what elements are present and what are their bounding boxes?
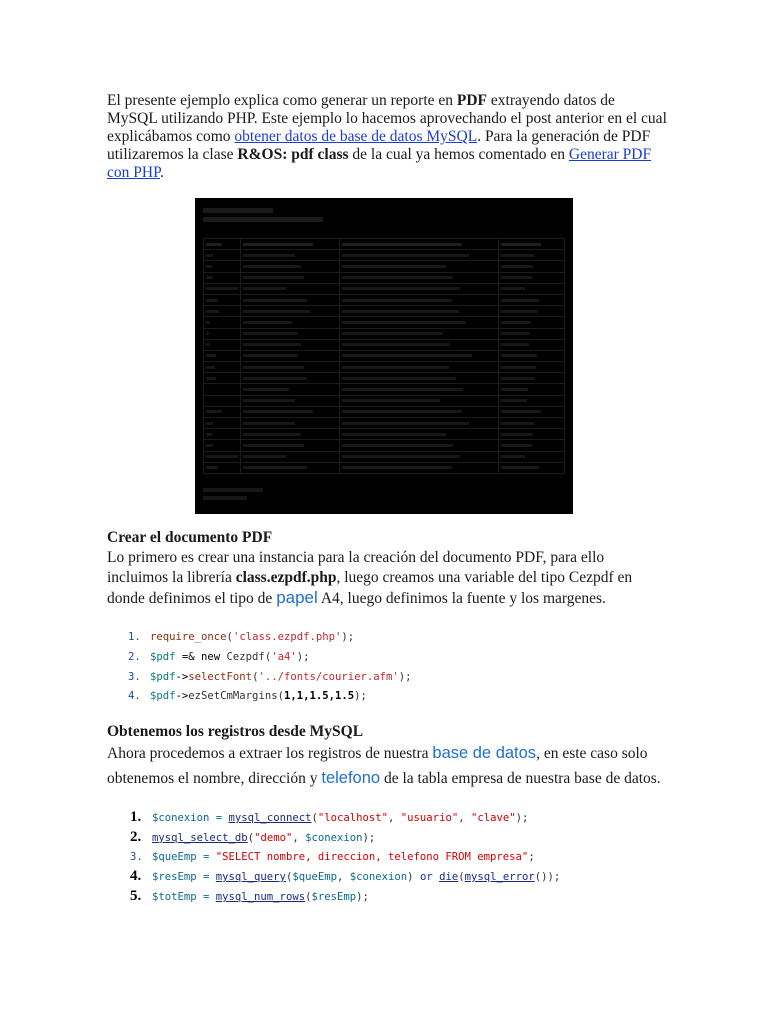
screenshot-cell-bar bbox=[243, 343, 301, 346]
screenshot-cell-bar bbox=[243, 354, 298, 357]
screenshot-cell-texture bbox=[340, 462, 499, 473]
screenshot-cell-bar bbox=[243, 243, 313, 246]
s1-bold-classfile: class.ezpdf.php bbox=[235, 569, 337, 586]
screenshot-cell-texture bbox=[241, 462, 340, 473]
link-generar-pdf[interactable]: Generar PDF con PHP bbox=[107, 146, 652, 181]
screenshot-cell-bar bbox=[206, 321, 210, 324]
fn-mysql-num-rows[interactable]: mysql_num_rows bbox=[215, 891, 306, 904]
screenshot-cell-texture bbox=[340, 317, 499, 328]
screenshot-cell-bar bbox=[243, 399, 295, 402]
screenshot-row-texture bbox=[204, 339, 565, 350]
screenshot-cell-bar bbox=[501, 276, 532, 279]
screenshot-cell-texture bbox=[204, 283, 241, 294]
screenshot-row-texture bbox=[204, 418, 565, 429]
screenshot-cell-bar bbox=[501, 433, 533, 436]
screenshot-cell-bar bbox=[243, 287, 286, 290]
screenshot-cell-bar bbox=[342, 444, 453, 447]
screenshot-cell-texture bbox=[499, 451, 565, 462]
screenshot-cell-texture bbox=[340, 272, 499, 283]
section2-paragraph bbox=[107, 741, 667, 791]
screenshot-cell-bar bbox=[243, 422, 295, 425]
screenshot-cell-bar bbox=[206, 332, 209, 335]
link-obtener-datos[interactable]: obtener datos de base de datos MySQL bbox=[234, 128, 478, 145]
screenshot-cell-bar bbox=[243, 377, 307, 380]
screenshot-cell-bar bbox=[501, 332, 530, 335]
screenshot-cell-bar bbox=[342, 354, 472, 357]
screenshot-cell-texture bbox=[241, 373, 340, 384]
screenshot-cell-texture bbox=[340, 406, 499, 417]
screenshot-row-texture bbox=[204, 440, 565, 451]
intro-text-1: El presente ejemplo explica como generar un reporte en bbox=[107, 92, 457, 109]
screenshot-cell-bar bbox=[206, 444, 213, 447]
screenshot-cell-texture bbox=[340, 328, 499, 339]
code2-line-2: 2. mysql_select_db("demo", $conexion); bbox=[130, 828, 376, 845]
intro-bold-ros: R&OS: pdf class bbox=[237, 146, 349, 163]
s1-text-2: , luego creamos una variable del tipo Cezpdf en donde definimos el tipo de bbox=[107, 569, 633, 607]
s2-text-1: Ahora procedemos a extraer los registros de nuestra bbox=[107, 745, 433, 762]
code-block-1 bbox=[128, 628, 412, 707]
screenshot-cell-bar bbox=[206, 455, 238, 458]
screenshot-cell-texture bbox=[340, 418, 499, 429]
screenshot-cell-texture bbox=[499, 350, 565, 361]
screenshot-cell-bar bbox=[243, 265, 301, 268]
screenshot-cell-bar bbox=[342, 466, 452, 469]
screenshot-cell-bar bbox=[501, 466, 539, 469]
screenshot-cell-texture bbox=[499, 406, 565, 417]
screenshot-cell-texture bbox=[204, 272, 241, 283]
screenshot-cell-bar bbox=[501, 310, 538, 313]
screenshot-cell-texture bbox=[241, 395, 340, 406]
screenshot-cell-texture bbox=[340, 294, 499, 305]
screenshot-row-texture bbox=[204, 350, 565, 361]
screenshot-cell-bar bbox=[342, 254, 469, 257]
screenshot-cell-texture bbox=[241, 306, 340, 317]
screenshot-cell-bar bbox=[501, 455, 525, 458]
screenshot-cell-texture bbox=[340, 384, 499, 395]
screenshot-cell-bar bbox=[501, 410, 541, 413]
fn-mysql-error[interactable]: mysql_error bbox=[464, 871, 535, 884]
screenshot-cell-texture bbox=[204, 395, 241, 406]
screenshot-cell-texture bbox=[499, 328, 565, 339]
screenshot-cell-texture bbox=[204, 451, 241, 462]
intro-text-5: . bbox=[159, 164, 164, 181]
screenshot-cell-bar bbox=[206, 354, 216, 357]
screenshot-cell-bar bbox=[206, 366, 215, 369]
screenshot-row-texture bbox=[204, 373, 565, 384]
screenshot-cell-bar bbox=[342, 343, 450, 346]
screenshot-cell-texture bbox=[204, 328, 241, 339]
screenshot-row-texture bbox=[204, 362, 565, 373]
code2-line-1: 1. $conexion = mysql_connect("localhost", "usuario", "clave"); bbox=[130, 809, 529, 825]
screenshot-cell-texture bbox=[204, 462, 241, 473]
screenshot-row-texture bbox=[204, 272, 565, 283]
fn-mysql-select-db[interactable]: mysql_select_db bbox=[152, 831, 248, 844]
screenshot-cell-texture bbox=[241, 239, 340, 250]
screenshot-cell-texture bbox=[340, 350, 499, 361]
screenshot-cell-bar bbox=[243, 321, 292, 324]
screenshot-cell-texture bbox=[340, 429, 499, 440]
screenshot-cell-texture bbox=[340, 283, 499, 294]
screenshot-cell-texture bbox=[204, 384, 241, 395]
keyword-papel[interactable]: papel bbox=[276, 588, 318, 607]
screenshot-cell-texture bbox=[499, 429, 565, 440]
screenshot-cell-texture bbox=[499, 317, 565, 328]
screenshot-cell-texture bbox=[204, 418, 241, 429]
screenshot-cell-bar bbox=[206, 410, 222, 413]
screenshot-cell-texture bbox=[241, 261, 340, 272]
screenshot-cell-texture bbox=[499, 261, 565, 272]
fn-mysql-query[interactable]: mysql_query bbox=[215, 871, 286, 884]
screenshot-cell-bar bbox=[206, 422, 213, 425]
code2-line-5: 5. $totEmp = mysql_num_rows($resEmp); bbox=[130, 888, 369, 905]
screenshot-row-texture bbox=[204, 294, 565, 305]
code2-line-4: 4. $resEmp = mysql_query($queEmp, $conexion) or die(mysql_error()); bbox=[130, 868, 561, 885]
screenshot-row-texture bbox=[204, 283, 565, 294]
screenshot-cell-bar bbox=[243, 433, 301, 436]
screenshot-cell-bar bbox=[243, 444, 304, 447]
screenshot-cell-bar bbox=[206, 388, 207, 391]
screenshot-row-texture bbox=[204, 429, 565, 440]
screenshot-row-texture bbox=[204, 462, 565, 473]
screenshot-cell-bar bbox=[206, 377, 216, 380]
screenshot-cell-bar bbox=[206, 276, 213, 279]
s2-text-3: de la tabla empresa de nuestra base de datos. bbox=[380, 770, 661, 787]
screenshot-cell-texture bbox=[204, 350, 241, 361]
screenshot-cell-texture bbox=[340, 261, 499, 272]
screenshot-cell-texture bbox=[204, 429, 241, 440]
screenshot-cell-texture bbox=[499, 395, 565, 406]
screenshot-cell-texture bbox=[204, 406, 241, 417]
screenshot-cell-bar bbox=[501, 399, 527, 402]
screenshot-cell-bar bbox=[501, 343, 529, 346]
screenshot-cell-bar bbox=[206, 243, 222, 246]
intro-text-4: de la cual ya hemos comentado en bbox=[348, 146, 569, 163]
screenshot-cell-texture bbox=[499, 306, 565, 317]
screenshot-cell-bar bbox=[501, 321, 531, 324]
screenshot-cell-bar bbox=[501, 299, 539, 302]
screenshot-cell-texture bbox=[340, 362, 499, 373]
screenshot-cell-bar bbox=[342, 287, 460, 290]
screenshot-cell-bar bbox=[342, 243, 462, 246]
keyword-telefono[interactable]: telefono bbox=[321, 769, 381, 787]
screenshot-cell-texture bbox=[499, 272, 565, 283]
intro-text-3: . Para la generación de PDF utilizaremos la clase bbox=[107, 128, 651, 163]
screenshot-cell-texture bbox=[241, 406, 340, 417]
screenshot-cell-texture bbox=[499, 440, 565, 451]
screenshot-cell-bar bbox=[342, 276, 453, 279]
screenshot-cell-bar bbox=[243, 254, 295, 257]
screenshot-cell-bar bbox=[342, 310, 459, 313]
screenshot-cell-texture bbox=[204, 339, 241, 350]
s1-text-3: A4, luego definimos la fuente y los margenes. bbox=[317, 590, 606, 607]
screenshot-cell-bar bbox=[243, 276, 304, 279]
intro-text-2: extrayendo datos de MySQL utilizando PHP. Este ejemplo lo hacemos aprovechando el post anterior en el cual explicábamos como bbox=[107, 92, 667, 145]
screenshot-cell-texture bbox=[499, 362, 565, 373]
screenshot-cell-texture bbox=[340, 395, 499, 406]
screenshot-cell-texture bbox=[499, 373, 565, 384]
screenshot-cell-bar bbox=[206, 265, 212, 268]
screenshot-cell-texture bbox=[241, 362, 340, 373]
section1-paragraph bbox=[107, 548, 667, 609]
screenshot-cell-texture bbox=[340, 339, 499, 350]
screenshot-cell-bar bbox=[243, 366, 304, 369]
screenshot-row-texture bbox=[204, 250, 565, 261]
screenshot-cell-texture bbox=[241, 283, 340, 294]
screenshot-cell-texture bbox=[204, 362, 241, 373]
code2-line-3: 3. $queEmp = "SELECT nombre, direccion, telefono FROM empresa"; bbox=[130, 850, 535, 863]
screenshot-cell-bar bbox=[501, 287, 525, 290]
screenshot-cell-texture bbox=[499, 239, 565, 250]
screenshot-cell-bar bbox=[206, 310, 219, 313]
screenshot-cell-bar bbox=[342, 366, 449, 369]
screenshot-row-texture bbox=[204, 306, 565, 317]
screenshot-cell-bar bbox=[243, 466, 307, 469]
screenshot-cell-bar bbox=[206, 433, 212, 436]
screenshot-cell-texture bbox=[241, 317, 340, 328]
keyword-base-de-datos[interactable]: base de datos bbox=[432, 744, 537, 762]
screenshot-cell-texture bbox=[204, 294, 241, 305]
screenshot-cell-texture bbox=[340, 373, 499, 384]
screenshot-cell-texture bbox=[204, 261, 241, 272]
screenshot-cell-bar bbox=[243, 299, 307, 302]
screenshot-row-texture bbox=[204, 451, 565, 462]
screenshot-cell-texture bbox=[499, 384, 565, 395]
screenshot-cell-texture bbox=[340, 306, 499, 317]
screenshot-cell-texture bbox=[241, 272, 340, 283]
screenshot-cell-texture bbox=[241, 350, 340, 361]
screenshot-row-texture bbox=[204, 406, 565, 417]
code1-line-2: 2. $pdf =& new Cezpdf('a4'); bbox=[128, 650, 310, 663]
screenshot-cell-bar bbox=[342, 321, 466, 324]
screenshot-cell-bar bbox=[206, 466, 218, 469]
s2-text-2: , en este caso solo obtenemos el nombre, dirección y bbox=[107, 745, 648, 787]
screenshot-cell-texture bbox=[204, 440, 241, 451]
screenshot-cell-bar bbox=[342, 332, 443, 335]
screenshot-cell-bar bbox=[243, 310, 310, 313]
screenshot-cell-texture bbox=[340, 451, 499, 462]
screenshot-cell-bar bbox=[501, 366, 536, 369]
screenshot-cell-bar bbox=[342, 299, 452, 302]
fn-die[interactable]: die bbox=[439, 871, 459, 884]
section-heading-crear: Crear el documento PDF bbox=[107, 529, 273, 546]
screenshot-cell-texture bbox=[241, 440, 340, 451]
screenshot-cell-texture bbox=[204, 250, 241, 261]
screenshot-cell-texture bbox=[499, 339, 565, 350]
s1-text-1: Lo primero es crear una instancia para la creación del documento PDF, para ello incluimos la librería bbox=[107, 549, 605, 586]
screenshot-cell-texture bbox=[241, 418, 340, 429]
screenshot-cell-texture bbox=[499, 418, 565, 429]
screenshot-cell-bar bbox=[501, 444, 532, 447]
screenshot-row-texture bbox=[204, 239, 565, 250]
screenshot-cell-texture bbox=[204, 317, 241, 328]
fn-mysql-connect[interactable]: mysql_connect bbox=[228, 812, 312, 824]
screenshot-cell-bar bbox=[243, 332, 298, 335]
intro-bold-pdf: PDF bbox=[456, 92, 488, 109]
screenshot-row-texture bbox=[204, 317, 565, 328]
screenshot-cell-bar bbox=[342, 388, 463, 391]
code1-line-3: 3. $pdf->selectFont('../fonts/courier.afm'); bbox=[128, 670, 412, 683]
screenshot-cell-texture bbox=[340, 440, 499, 451]
screenshot-cell-bar bbox=[243, 410, 313, 413]
screenshot-cell-bar bbox=[342, 410, 462, 413]
screenshot-cell-texture bbox=[499, 294, 565, 305]
screenshot-footer-texture bbox=[203, 488, 263, 500]
screenshot-table-texture bbox=[203, 238, 565, 474]
screenshot-cell-bar bbox=[206, 299, 218, 302]
screenshot-cell-texture bbox=[241, 339, 340, 350]
intro-paragraph bbox=[107, 92, 667, 182]
screenshot-cell-texture bbox=[499, 283, 565, 294]
screenshot-texture bbox=[203, 208, 323, 222]
screenshot-row-texture bbox=[204, 395, 565, 406]
code1-line-4: 4. $pdf->ezSetCmMargins(1,1,1.5,1.5); bbox=[128, 690, 367, 703]
section-heading-obtenemos: Obtenemos los registros desde MySQL bbox=[107, 723, 364, 740]
screenshot-row-texture bbox=[204, 261, 565, 272]
screenshot-cell-texture bbox=[340, 239, 499, 250]
pdf-report-screenshot-image bbox=[195, 198, 573, 514]
screenshot-cell-texture bbox=[204, 239, 241, 250]
screenshot-cell-texture bbox=[241, 429, 340, 440]
screenshot-cell-bar bbox=[243, 388, 289, 391]
screenshot-cell-bar bbox=[501, 265, 533, 268]
screenshot-cell-bar bbox=[342, 265, 446, 268]
screenshot-cell-texture bbox=[241, 250, 340, 261]
screenshot-cell-texture bbox=[241, 328, 340, 339]
screenshot-cell-bar bbox=[501, 254, 534, 257]
screenshot-cell-texture bbox=[241, 451, 340, 462]
screenshot-cell-texture bbox=[499, 250, 565, 261]
screenshot-cell-texture bbox=[204, 306, 241, 317]
screenshot-cell-texture bbox=[340, 250, 499, 261]
screenshot-cell-bar bbox=[342, 433, 446, 436]
screenshot-row-texture bbox=[204, 328, 565, 339]
screenshot-cell-bar bbox=[206, 287, 238, 290]
screenshot-cell-bar bbox=[342, 399, 440, 402]
code-block-2 bbox=[130, 808, 560, 907]
screenshot-cell-texture bbox=[499, 462, 565, 473]
screenshot-cell-bar bbox=[206, 343, 210, 346]
screenshot-cell-texture bbox=[241, 384, 340, 395]
screenshot-cell-bar bbox=[243, 455, 286, 458]
screenshot-cell-bar bbox=[342, 422, 469, 425]
screenshot-cell-texture bbox=[241, 294, 340, 305]
screenshot-row-texture bbox=[204, 384, 565, 395]
screenshot-cell-bar bbox=[501, 377, 535, 380]
screenshot-cell-texture bbox=[204, 373, 241, 384]
screenshot-cell-bar bbox=[501, 354, 537, 357]
screenshot-cell-bar bbox=[501, 243, 541, 246]
screenshot-cell-bar bbox=[342, 377, 456, 380]
screenshot-cell-bar bbox=[206, 254, 213, 257]
code1-line-1: 1. require_once('class.ezpdf.php'); bbox=[128, 631, 355, 643]
screenshot-cell-bar bbox=[501, 388, 528, 391]
screenshot-cell-bar bbox=[342, 455, 460, 458]
screenshot-cell-bar bbox=[501, 422, 534, 425]
